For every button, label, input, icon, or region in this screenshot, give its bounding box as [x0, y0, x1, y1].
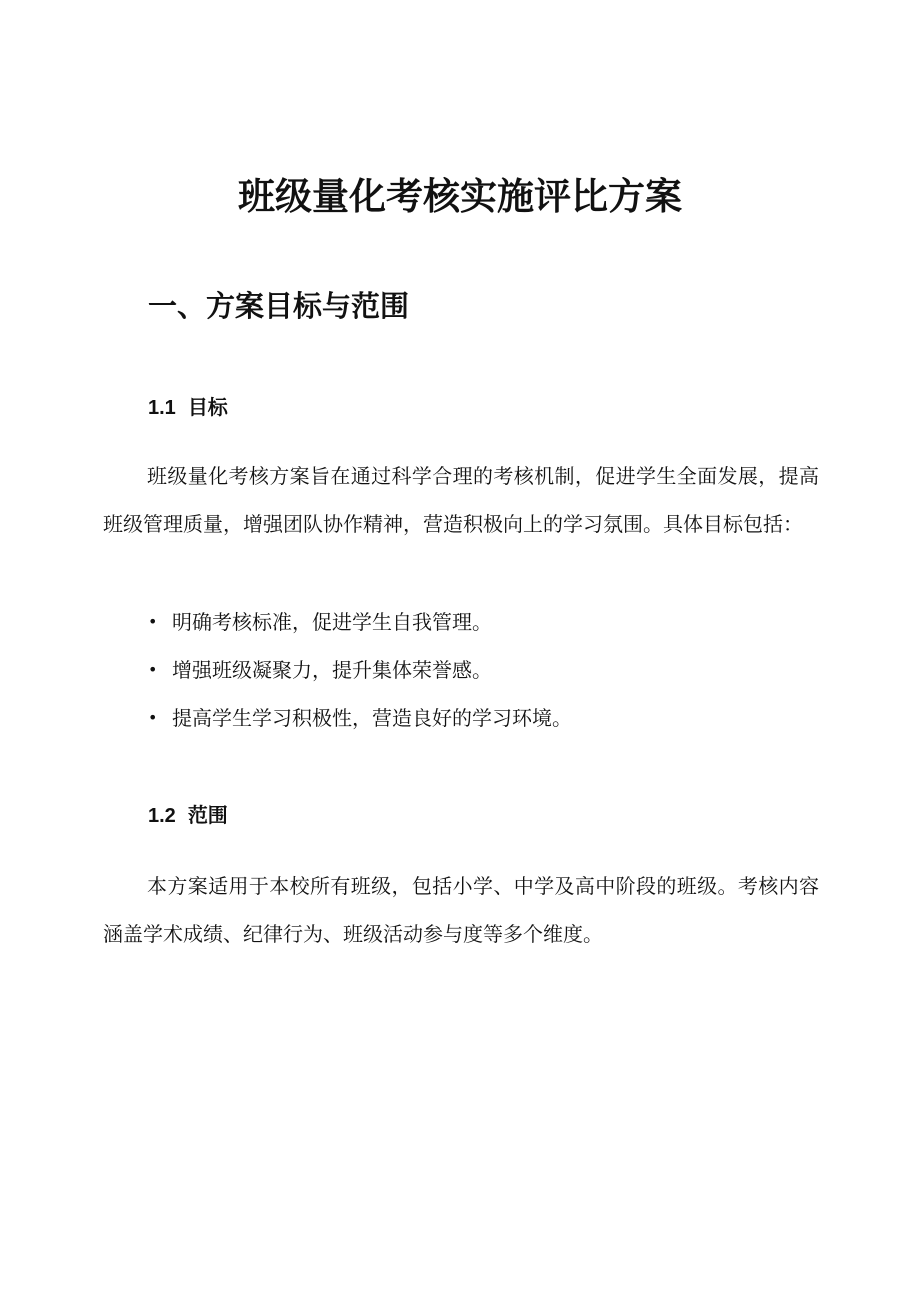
subsection-number: 1.1	[148, 397, 176, 419]
document-title: 班级量化考核实施评比方案	[238, 175, 682, 218]
goal-paragraph: 班级量化考核方案旨在通过科学合理的考核机制，促进学生全面发展，提高班级管理质量，增强团队协作精神，营造积极向上的学习氛围。具体目标包括：	[103, 464, 819, 536]
subsection-heading-1-2	[148, 800, 228, 831]
list-item-text: 提高学生学习积极性，营造良好的学习环境。	[172, 706, 572, 730]
bullet-icon: •	[148, 660, 158, 679]
bullet-icon: •	[148, 612, 158, 631]
subsection-title: 范围	[187, 803, 228, 827]
subsection-number: 1.2	[148, 805, 176, 827]
list-item	[148, 694, 572, 742]
list-item	[148, 646, 572, 694]
bullet-icon: •	[148, 708, 158, 727]
list-item	[148, 598, 572, 646]
subsection-heading-1-1	[148, 392, 228, 423]
scope-paragraph: 本方案适用于本校所有班级，包括小学、中学及高中阶段的班级。考核内容涵盖学术成绩、纪律行为、班级活动参与度等多个维度。	[103, 874, 819, 946]
list-item-text: 明确考核标准，促进学生自我管理。	[172, 610, 492, 634]
goal-bullet-list	[148, 598, 572, 742]
section-heading-1: 一、方案目标与范围	[148, 289, 410, 323]
subsection-title: 目标	[187, 395, 228, 419]
list-item-text: 增强班级凝聚力，提升集体荣誉感。	[172, 658, 492, 682]
